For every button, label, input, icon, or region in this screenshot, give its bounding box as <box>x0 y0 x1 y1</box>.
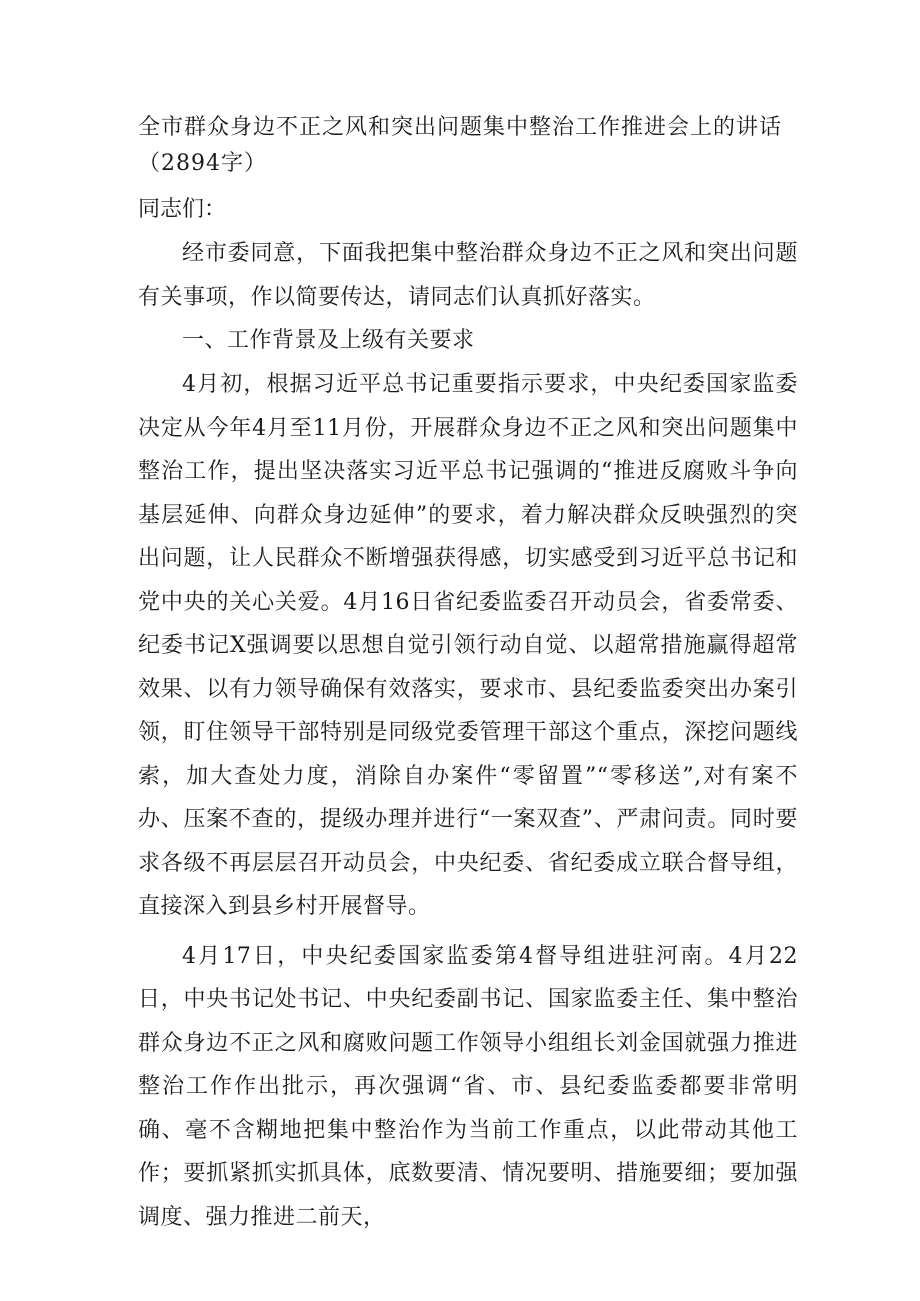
section-heading: 一、工作背景及上级有关要求 <box>182 328 475 353</box>
intro-paragraph: 经市委同意，下面我把集中整治群众身边不正之风和突出问题有关事项，作以简要传达，请同志们认真抓好落实。 <box>138 241 798 310</box>
document-title: 全市群众身边不正之风和突出问题集中整治工作推进会上的讲话（2894字） <box>138 115 783 176</box>
salutation: 同志们： <box>138 197 227 222</box>
body-paragraph: 4月17日，中央纪委国家监委第4督导组进驻河南。4月22日，中央书记处书记、中央纪委副书记、国家监委主任、集中整治群众身边不正之风和腐败问题工作领导小组组长刘金国就强力推进整治工作作出批示，再次强调“省、市、县纪委监委都要非常明确、毫不含糊地把集中整治作为当前工作重点，以此带动其他工作；要抓紧抓实抓具体，底数要清、情况要明、措施要细；要加强调度、强力推进二前天， <box>138 943 798 1230</box>
body-paragraph: 4月初，根据习近平总书记重要指示要求，中央纪委国家监委决定从今年4月至11月份，开展群众身边不正之风和突出问题集中整治工作，提出坚决落实习近平总书记强调的“推进反腐败斗争向基层延伸、向群众身边延伸”的要求，着力解决群众反映强烈的突出问题，让人民群众不断增强获得感，切实感受到习近平总书记和党中央的关心关爱。4月16日省纪委监委召开动员会，省委常委、纪委书记X强调要以思想自觉引领行动自觉、以超常措施赢得超常效果、以有力领导确保有效落实，要求市、县纪委监委突出办案引领，盯住领导干部特别是同级党委管理干部这个重点，深挖问题线索，加大查处力度，消除自办案件“零留置”“零移送”,对有案不办、压案不查的，提级办理并进行“一案双查”、严肃问责。同时要求各级不再层层召开动员会，中央纪委、省纪委成立联合督导组，直接深入到县乡村开展督导。 <box>138 372 798 919</box>
document-body <box>138 110 798 1239</box>
